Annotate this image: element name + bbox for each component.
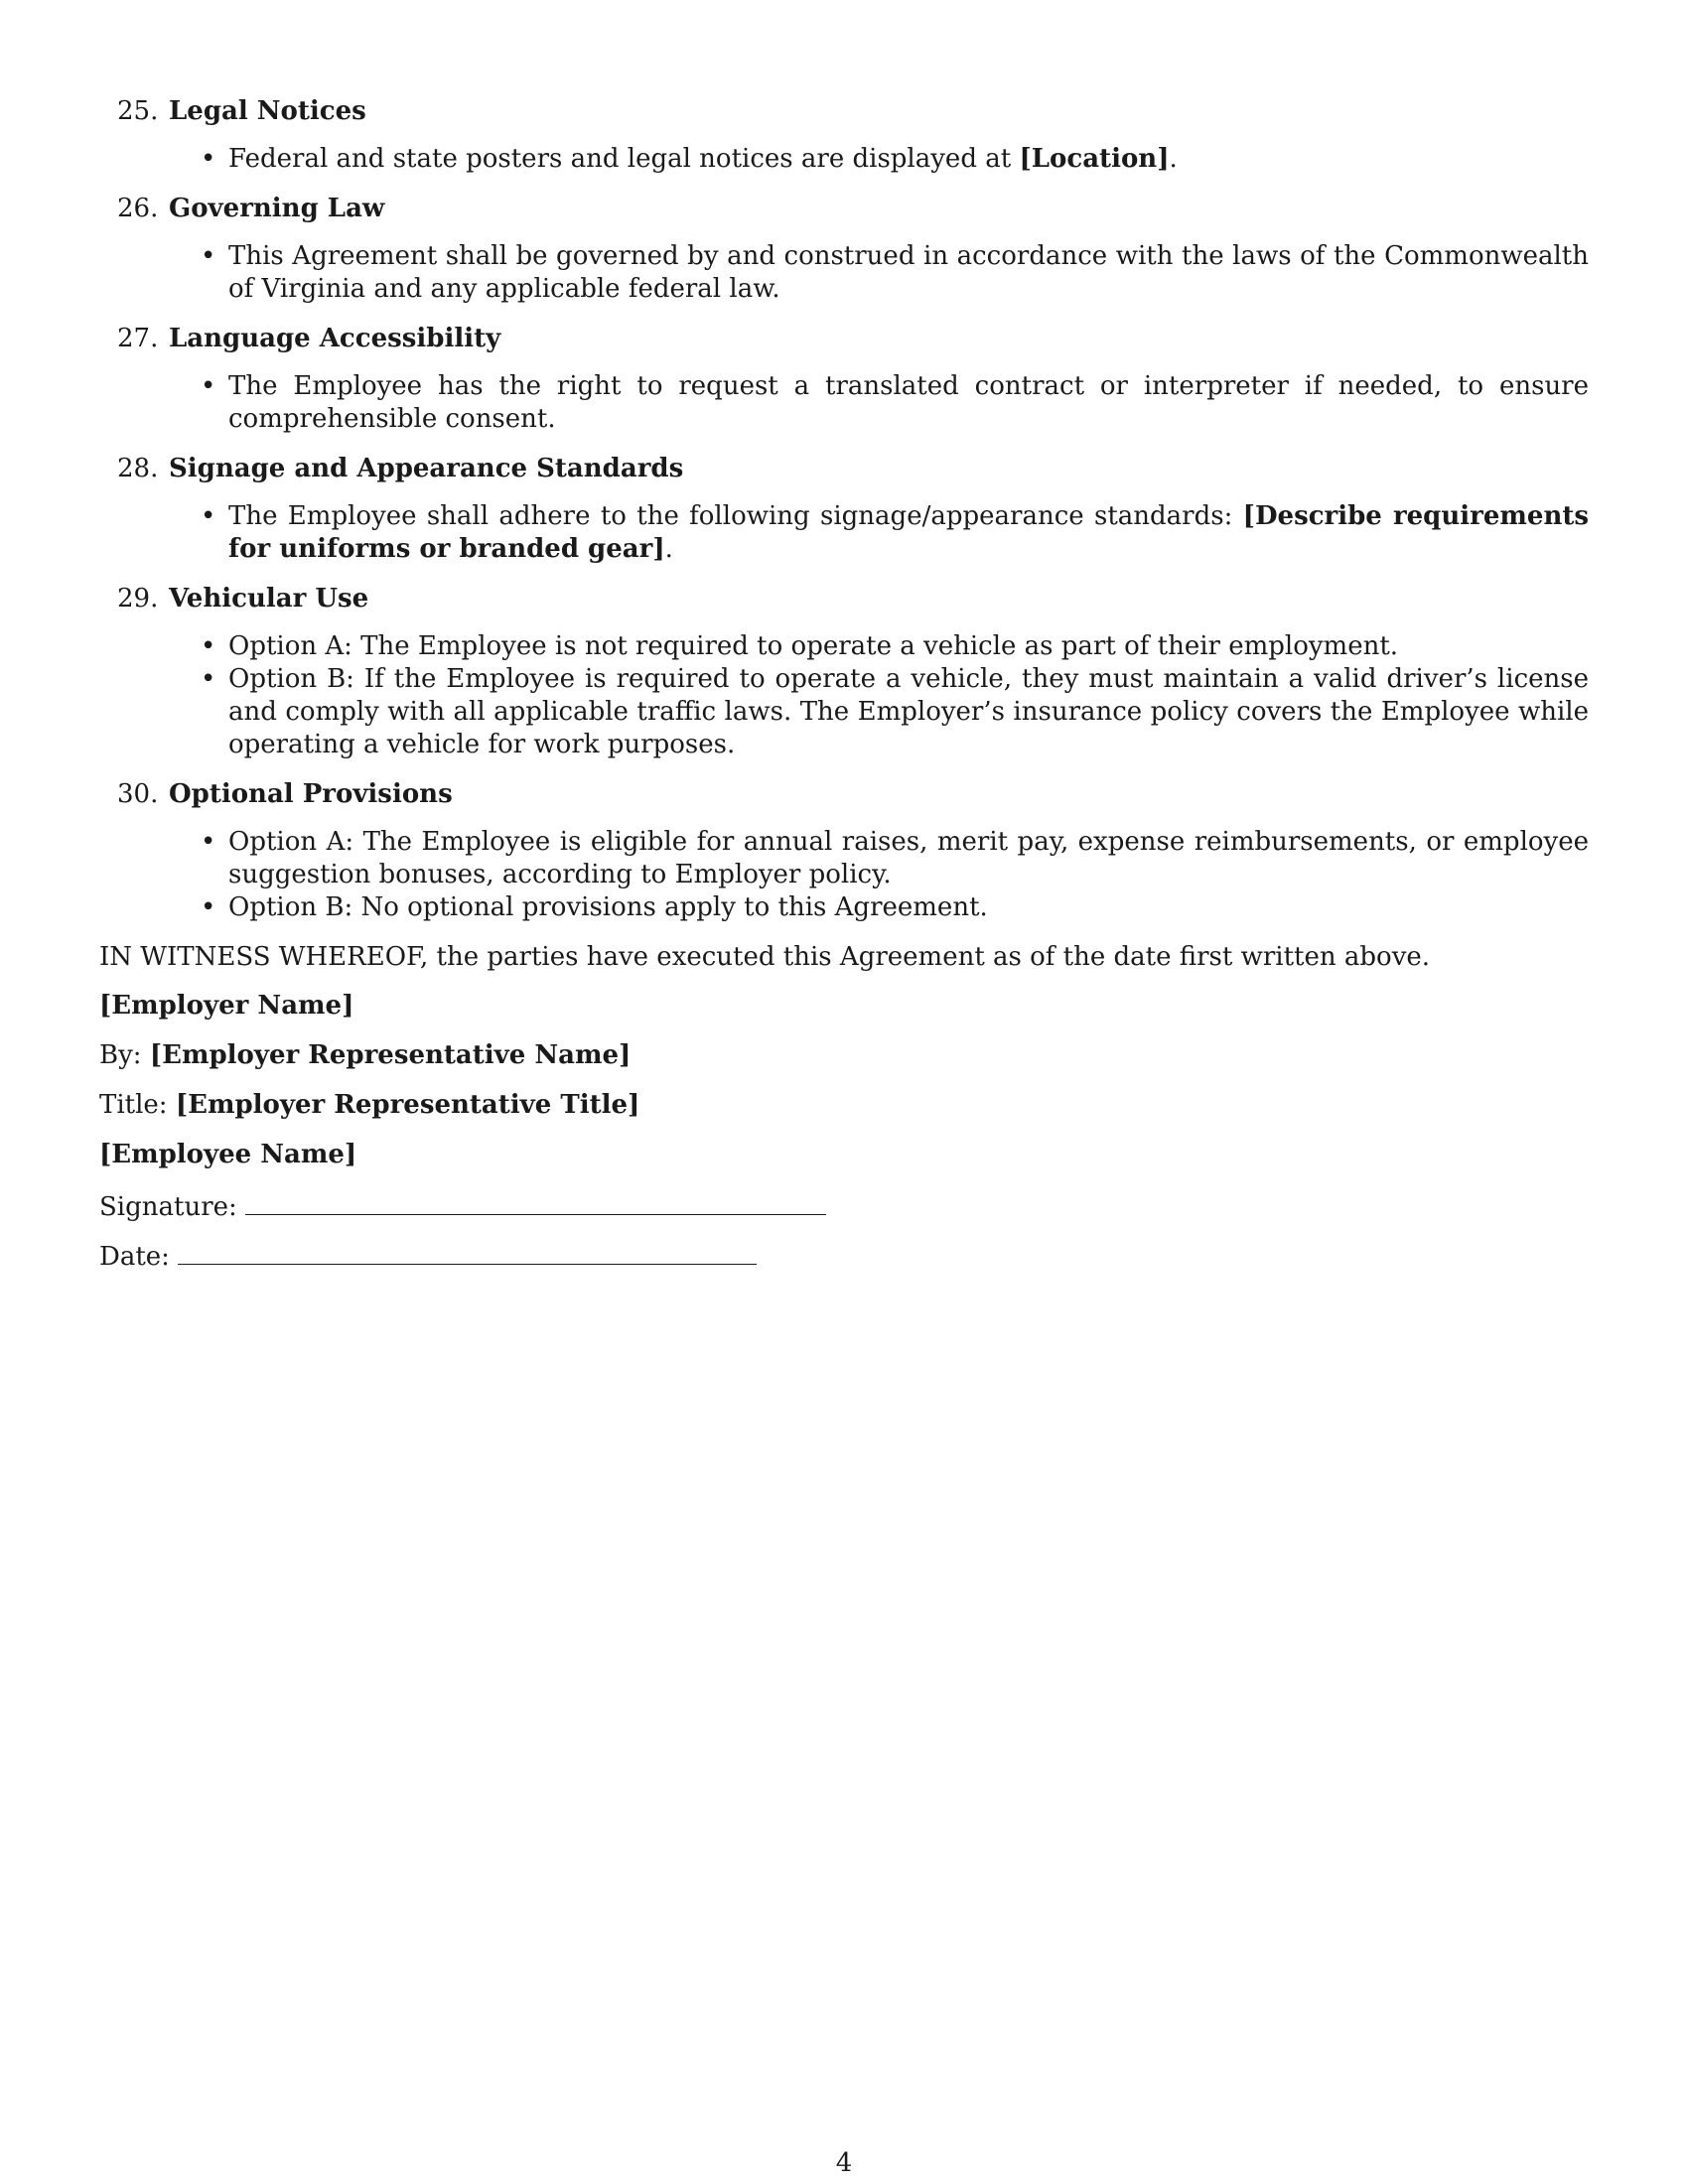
section-title: Optional Provisions — [169, 779, 453, 809]
bullet-list — [99, 500, 1589, 566]
title-line — [99, 1089, 1589, 1122]
bullet-text: Option B: If the Employee is required to operate a vehicle, they must maintain a valid driver’s license and comply with all applicable traffic laws. The Employer’s insurance policy covers the Employee while operating a vehicle for work purposes. — [228, 664, 1589, 759]
section-heading — [99, 453, 1589, 485]
date-label: Date: — [99, 1242, 179, 1272]
bullet-list — [99, 240, 1589, 306]
signature-line — [99, 1188, 1589, 1221]
section-number: 25. — [117, 96, 159, 126]
section-heading — [99, 95, 1589, 128]
bullet-text: The Employee shall adhere to the following signage/appearance standards: — [228, 501, 1243, 531]
section-25 — [99, 95, 1589, 176]
section-title: Vehicular Use — [169, 584, 369, 614]
bullet-item — [228, 630, 1589, 663]
bullet-item — [228, 240, 1589, 306]
document-page — [99, 95, 1589, 1288]
bullet-list — [99, 370, 1589, 436]
section-number: 30. — [117, 779, 159, 809]
placeholder-field: [Describe requirements for uniforms or branded gear] — [228, 501, 1589, 564]
bullet-list — [99, 630, 1589, 761]
section-title: Language Accessibility — [169, 324, 501, 353]
witness-clause: IN WITNESS WHEREOF, the parties have executed this Agreement as of the date first written above. — [99, 942, 1431, 972]
section-heading — [99, 193, 1589, 225]
section-27 — [99, 323, 1589, 436]
bullet-text: Option A: The Employee is not required to operate a vehicle as part of their employment. — [228, 631, 1399, 661]
bullet-list — [99, 143, 1589, 176]
section-number: 26. — [117, 194, 159, 223]
signature-blank[interactable] — [245, 1188, 826, 1215]
employer-name: [Employer Name] — [99, 991, 354, 1021]
bullet-text: Federal and state posters and legal notices are displayed at — [228, 144, 1020, 174]
section-30 — [99, 778, 1589, 924]
date-line — [99, 1238, 1589, 1271]
title-label: Title: — [99, 1090, 176, 1120]
page-number: 4 — [835, 2148, 853, 2178]
bullet-text-end: . — [1169, 144, 1178, 174]
signature-label: Signature: — [99, 1192, 246, 1222]
section-number: 28. — [117, 454, 159, 483]
bullet-item — [228, 143, 1589, 176]
section-28 — [99, 453, 1589, 566]
employer-name-line — [99, 990, 1589, 1023]
employer-rep-title: [Employer Representative Title] — [175, 1090, 640, 1120]
by-label: By: — [99, 1040, 150, 1070]
date-blank[interactable] — [178, 1238, 757, 1265]
bullet-text: This Agreement shall be governed by and construed in accordance with the laws of the Commonwealth of Virginia and any applicable federal law. — [228, 241, 1589, 304]
placeholder-field: [Location] — [1019, 144, 1170, 174]
bullet-item — [228, 891, 1589, 924]
bullet-item — [228, 663, 1589, 761]
section-heading — [99, 323, 1589, 355]
section-number: 29. — [117, 584, 159, 614]
section-26 — [99, 193, 1589, 306]
section-number: 27. — [117, 324, 159, 353]
employee-name-line — [99, 1139, 1589, 1171]
bullet-text: The Employee has the right to request a translated contract or interpreter if needed, to ensure comprehensible consent. — [228, 371, 1589, 434]
bullet-text: Option B: No optional provisions apply to this Agreement. — [228, 892, 988, 922]
employee-name: [Employee Name] — [99, 1140, 357, 1169]
section-title: Legal Notices — [169, 96, 366, 126]
section-title: Governing Law — [169, 194, 385, 223]
bullet-item — [228, 370, 1589, 436]
bullet-list — [99, 826, 1589, 924]
employer-rep-name: [Employer Representative Name] — [149, 1040, 632, 1070]
bullet-text-end: . — [664, 534, 673, 564]
section-title: Signage and Appearance Standards — [169, 454, 684, 483]
section-29 — [99, 583, 1589, 761]
bullet-text: Option A: The Employee is eligible for annual raises, merit pay, expense reimbursements, or employee suggestion bonuses, according to Employer policy. — [228, 827, 1589, 889]
section-heading — [99, 583, 1589, 615]
bullet-item — [228, 826, 1589, 891]
bullet-item — [228, 500, 1589, 566]
sections-list — [99, 95, 1589, 924]
section-heading — [99, 778, 1589, 811]
by-line — [99, 1039, 1589, 1072]
